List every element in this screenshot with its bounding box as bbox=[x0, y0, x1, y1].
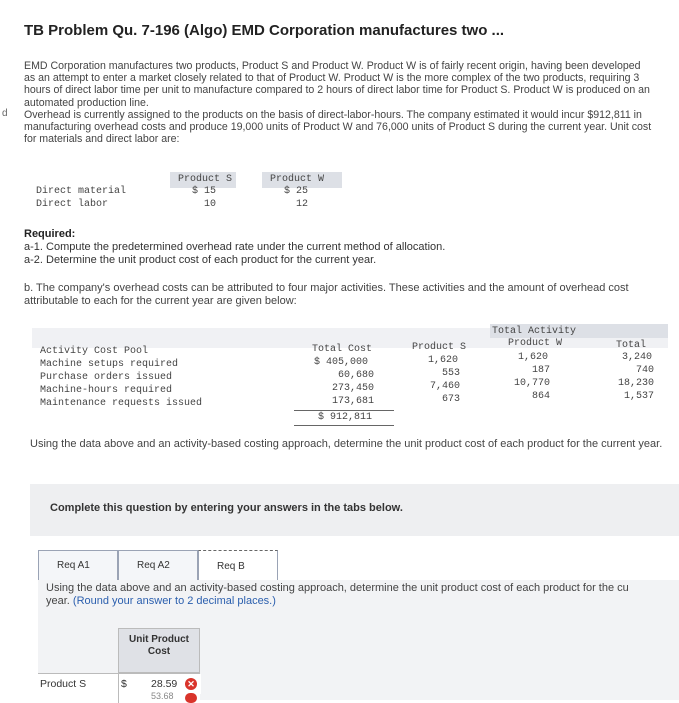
col-header-total: Total bbox=[616, 340, 647, 351]
side-mark: d bbox=[2, 108, 8, 119]
currency-symbol: $ bbox=[121, 678, 127, 690]
intro-paragraph-2: Overhead is currently assigned to the products on the basis of direct-labor-hours. The company estimated it would incur $912,811 in manufacturing overhead costs and produce 19,000 units of Product W and 76,000 units of Product S during the current year. Unit cost for materials and direct labor are: bbox=[24, 108, 652, 146]
s-machine-hours: 7,460 bbox=[430, 381, 461, 392]
tab-label: Req B bbox=[217, 560, 245, 572]
page-title: TB Problem Qu. 7-196 (Algo) EMD Corporation manufactures two ... bbox=[24, 22, 505, 39]
problem-intro bbox=[24, 60, 654, 145]
required-section bbox=[24, 228, 445, 267]
s-machine-setups: 1,620 bbox=[428, 355, 459, 366]
total-machine-hours: 18,230 bbox=[618, 378, 655, 389]
pool-purchase-orders: Purchase orders issued bbox=[40, 372, 173, 383]
unit-cost-value-s: 28.59 bbox=[151, 678, 178, 690]
col-header-product-s: Product S bbox=[412, 342, 467, 353]
col-header-product-s: Product S bbox=[178, 174, 233, 185]
required-a2: a-2. Determine the unit product cost of each product for the current year. bbox=[24, 254, 377, 266]
cost-purchase-orders: 60,680 bbox=[338, 370, 375, 381]
instructions-text: Complete this question by entering your answers in the tabs below. bbox=[50, 502, 403, 514]
panel-instruction-text: Using the data above and an activity-based costing approach, determine the unit product cost of each product for the cu bbox=[46, 582, 629, 594]
cost-machine-setups: $ 405,000 bbox=[314, 357, 369, 368]
incorrect-icon bbox=[185, 693, 197, 703]
intro-paragraph-1: EMD Corporation manufactures two products, Product S and Product W. Product W is of fairly recent origin, having been developed as an attempt to enter a market closely related to that of Product W. Product W is the more complex of the two products, requiring 3 hours of direct labor time per unit to manufacture compared to 2 hours of direct labor time for Product S. Product W is produced on an automated production line. bbox=[24, 60, 650, 109]
direct-labor-w: 12 bbox=[296, 199, 309, 210]
panel-year-prefix: year. bbox=[46, 595, 70, 607]
col-header-product-w: Product W bbox=[508, 338, 563, 349]
s-purchase-orders: 553 bbox=[442, 368, 461, 379]
direct-labor-s: 10 bbox=[204, 199, 217, 210]
tab-label: Req A2 bbox=[137, 560, 170, 571]
total-maintenance-requests: 1,537 bbox=[624, 391, 655, 402]
total-machine-setups: 3,240 bbox=[622, 352, 653, 363]
tab-req-b[interactable] bbox=[198, 550, 278, 581]
round-note: (Round your answer to 2 decimal places.) bbox=[72, 595, 276, 607]
direct-material-s: $ 15 bbox=[192, 186, 217, 197]
row-label-direct-labor: Direct labor bbox=[36, 199, 109, 210]
col-header-total-cost: Total Cost bbox=[312, 344, 373, 355]
unit-cost-table bbox=[32, 172, 342, 216]
tab-req-a2[interactable] bbox=[118, 550, 198, 580]
col-header-product-w: Product W bbox=[270, 174, 325, 185]
activity-table bbox=[32, 322, 668, 424]
answer-tabs bbox=[38, 550, 679, 581]
s-maintenance-requests: 673 bbox=[442, 394, 461, 405]
tab-label: Req A1 bbox=[57, 560, 90, 571]
required-a1: a-1. Compute the predetermined overhead rate under the current method of allocation. bbox=[24, 241, 446, 253]
w-purchase-orders: 187 bbox=[532, 365, 551, 376]
w-machine-hours: 10,770 bbox=[514, 378, 551, 389]
pool-maintenance-requests: Maintenance requests issued bbox=[40, 398, 203, 409]
grand-total-cost: $ 912,811 bbox=[318, 412, 373, 423]
pool-machine-setups: Machine setups required bbox=[40, 359, 179, 370]
instructions-banner bbox=[30, 484, 679, 536]
part-b-text: b. The company's overhead costs can be attributed to four major activities. These activities and the amount of overhead cost attributable to each for the current year are given below: bbox=[24, 282, 629, 307]
unit-cost-value-w: 53.68 bbox=[151, 691, 174, 701]
group-header-total-activity: Total Activity bbox=[492, 326, 577, 337]
col-header-activity-pool: Activity Cost Pool bbox=[40, 346, 149, 357]
required-heading: Required: bbox=[24, 228, 76, 240]
total-purchase-orders: 740 bbox=[636, 365, 655, 376]
answer-row-product-w bbox=[38, 693, 200, 703]
incorrect-icon: ✕ bbox=[185, 678, 197, 690]
pool-machine-hours: Machine-hours required bbox=[40, 385, 173, 396]
req-b-panel bbox=[38, 580, 679, 700]
cost-maintenance-requests: 173,681 bbox=[332, 396, 375, 407]
panel-instruction bbox=[46, 582, 679, 608]
unit-cost-input-product-w[interactable] bbox=[118, 693, 201, 703]
abc-question-text: Using the data above and an activity-based costing approach, determine the unit product cost of each product for the current year. bbox=[30, 438, 663, 450]
grand-total-underline bbox=[294, 425, 394, 426]
answer-row-product-s bbox=[38, 673, 200, 694]
row-label-product-s: Product S bbox=[40, 678, 87, 690]
cost-machine-hours: 273,450 bbox=[332, 383, 375, 394]
tab-req-a1[interactable] bbox=[38, 550, 118, 580]
w-machine-setups: 1,620 bbox=[518, 352, 549, 363]
direct-material-w: $ 25 bbox=[284, 186, 309, 197]
col-header-unit-product-cost: Unit Product Cost bbox=[118, 628, 200, 673]
row-label-direct-material: Direct material bbox=[36, 186, 127, 197]
total-divider bbox=[294, 410, 394, 411]
w-maintenance-requests: 864 bbox=[532, 391, 551, 402]
